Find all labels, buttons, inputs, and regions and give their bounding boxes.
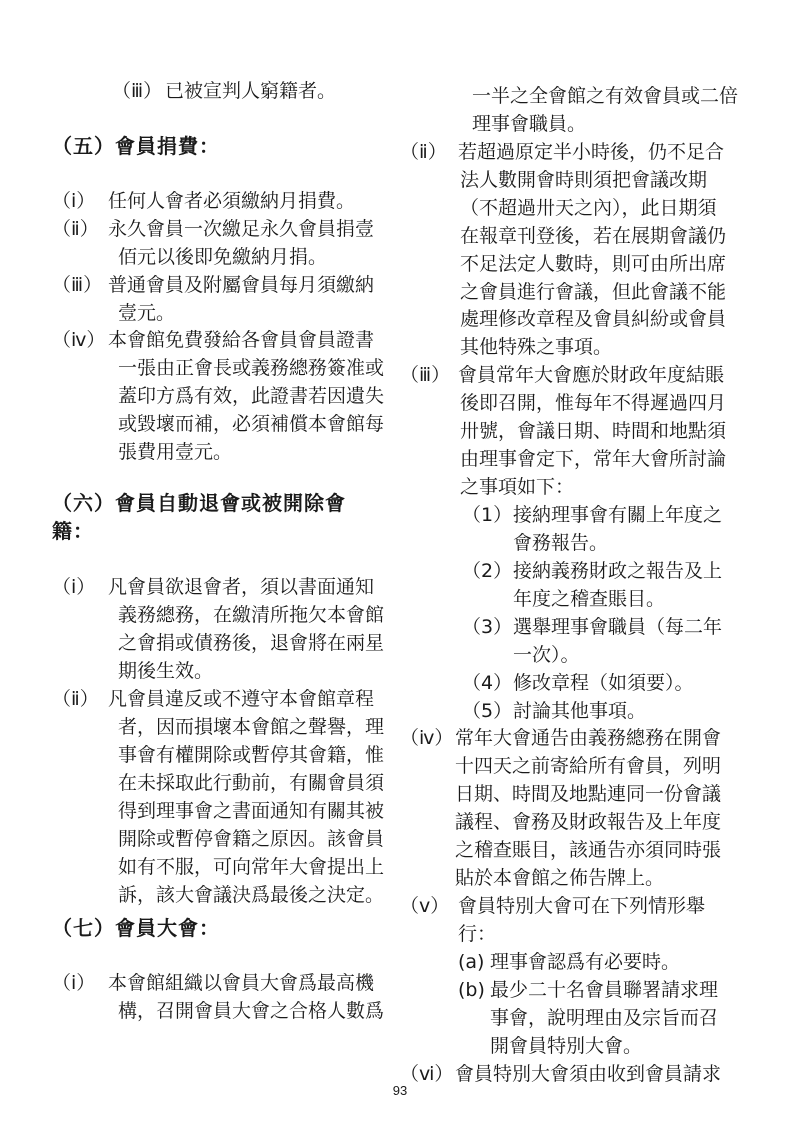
item-marker: (b) bbox=[458, 979, 485, 1001]
text-line: （不超過卅天之內），此日期須 bbox=[460, 197, 717, 219]
text-line: 已被宣判人窮籍者。 bbox=[165, 80, 337, 102]
text-line: 在未採取此行動前，有關會員須 bbox=[118, 772, 385, 794]
text-line: 普通會員及附屬會員每月須繳納 bbox=[108, 274, 375, 296]
item-marker: （ⅱ） bbox=[400, 141, 447, 163]
text-line: 開會員特別大會。 bbox=[490, 1035, 643, 1057]
text-line: 最少二十名會員聯署請求理 bbox=[490, 979, 719, 1001]
item-marker: （ⅳ） bbox=[400, 727, 454, 749]
text-line: 者，因而損壞本會館之聲譽，理 bbox=[118, 716, 385, 738]
text-line: 會員特別大會可在下列情形舉 bbox=[458, 895, 706, 917]
item-marker: （ⅰ） bbox=[52, 576, 96, 598]
text-line: 其他特殊之事項。 bbox=[460, 336, 613, 358]
text-line: 在報章刊登後，若在展期會議仍 bbox=[460, 225, 727, 247]
text-line: 張費用壹元。 bbox=[118, 441, 233, 463]
section-heading: （五）會員捐費： bbox=[52, 134, 220, 158]
item-marker: （ⅲ） bbox=[52, 274, 103, 296]
text-line: 得到理事會之書面通知有關其被 bbox=[118, 800, 385, 822]
text-line: 永久會員一次繳足永久會員捐壹 bbox=[108, 218, 375, 240]
text-line: 訴，該大會議決爲最後之決定。 bbox=[118, 884, 385, 906]
section-heading: （七）會員大會： bbox=[52, 916, 220, 940]
item-marker: （5） bbox=[462, 700, 513, 722]
text-line: 法人數開會時則須把會議改期 bbox=[460, 169, 708, 191]
text-line: 接納義務財政之報告及上 bbox=[513, 560, 723, 582]
text-line: 議程、會務及財政報告及上年度 bbox=[455, 811, 722, 833]
text-line: 會務報告。 bbox=[513, 532, 609, 554]
text-line: 任何人會者必須繳納月捐費。 bbox=[108, 190, 356, 212]
text-line: 一半之全會館之有效會員或二倍 bbox=[472, 85, 739, 107]
text-line: 之事項如下： bbox=[460, 476, 575, 498]
text-line: 開除或暫停會籍之原因。該會員 bbox=[118, 828, 385, 850]
text-line: 處理修改章程及會員糾紛或會員 bbox=[460, 308, 727, 330]
text-line: 期後生效。 bbox=[118, 660, 214, 682]
text-line: 常年大會通告由義務總務在開會 bbox=[455, 727, 722, 749]
text-line: 年度之稽查賬目。 bbox=[513, 588, 666, 610]
text-line: 之會捐或債務後，退會將在兩星 bbox=[118, 632, 385, 654]
text-line: 不足法定人數時，則可由所出席 bbox=[460, 253, 727, 275]
item-marker: （ⅰ） bbox=[52, 190, 96, 212]
text-line: 理事會職員。 bbox=[472, 113, 587, 135]
text-line: 佰元以後即免繳納月捐。 bbox=[118, 246, 328, 268]
text-line: 本會館組織以會員大會爲最高機 bbox=[108, 972, 375, 994]
section-heading: 籍： bbox=[52, 519, 94, 543]
text-line: 會員常年大會應於財政年度結賬 bbox=[458, 364, 725, 386]
item-marker: （ⅳ） bbox=[52, 329, 106, 351]
text-line: 如有不服，可向常年大會提出上 bbox=[118, 856, 385, 878]
text-line: 本會館免費發給各會員會員證書 bbox=[108, 329, 375, 351]
text-line: 貼於本會館之佈告牌上。 bbox=[455, 867, 665, 889]
text-line: 構，召開會員大會之合格人數爲 bbox=[118, 1000, 385, 1022]
text-line: 蓋印方爲有效，此證書若因遺失 bbox=[118, 385, 385, 407]
text-line: 之稽查賬目，該通告亦須同時張 bbox=[455, 839, 722, 861]
text-line: 接納理事會有關上年度之 bbox=[513, 504, 723, 526]
text-line: 一張由正會長或義務總務簽准或 bbox=[118, 357, 385, 379]
text-line: 之會員進行會議，但此會議不能 bbox=[460, 281, 727, 303]
page-number: 93 bbox=[392, 1083, 408, 1098]
text-line: 討論其他事項。 bbox=[513, 700, 647, 722]
item-marker: （ⅴ） bbox=[400, 895, 450, 917]
text-line: 修改章程（如須要）。 bbox=[513, 672, 694, 694]
text-line: 壹元。 bbox=[118, 302, 176, 324]
item-marker: （ⅱ） bbox=[52, 688, 99, 710]
item-marker: （ⅲ） bbox=[400, 364, 451, 386]
text-line: 理事會認爲有必要時。 bbox=[490, 951, 681, 973]
text-line: 或毀壞而補，必須補償本會館每 bbox=[118, 413, 385, 435]
item-marker: （3） bbox=[462, 616, 513, 638]
text-line: 選舉理事會職員（每二年 bbox=[513, 616, 723, 638]
text-line: 會員特別大會須由收到會員請求 bbox=[455, 1063, 722, 1085]
item-marker: （2） bbox=[462, 560, 513, 582]
text-line: 義務總務，在繳清所拖欠本會館 bbox=[118, 604, 385, 626]
section-heading: （六）會員自動退會或被開除會 bbox=[52, 491, 346, 515]
text-line: 事會有權開除或暫停其會籍，惟 bbox=[118, 744, 385, 766]
item-marker: （ⅰ） bbox=[52, 972, 96, 994]
text-line: 卅號，會議日期、時間和地點須 bbox=[460, 420, 727, 442]
text-line: 一次）。 bbox=[513, 644, 580, 666]
text-line: 日期、時間及地點連同一份會議 bbox=[455, 783, 722, 805]
item-marker: （1） bbox=[462, 504, 513, 526]
text-line: 十四天之前寄給所有會員，列明 bbox=[455, 755, 722, 777]
text-line: 後即召開，惟每年不得遲過四月 bbox=[460, 392, 727, 414]
item-marker: （ⅱ） bbox=[52, 218, 99, 240]
text-line: 若超過原定半小時後，仍不足合 bbox=[458, 141, 725, 163]
text-line: 凡會員欲退會者，須以書面通知 bbox=[108, 576, 375, 598]
item-marker: （ⅲ） bbox=[112, 80, 163, 102]
text-line: 行： bbox=[458, 923, 497, 945]
text-line: 由理事會定下，常年大會所討論 bbox=[460, 448, 727, 470]
item-marker: （ⅵ） bbox=[400, 1063, 454, 1085]
text-line: 事會，說明理由及宗旨而召 bbox=[490, 1007, 719, 1029]
item-marker: （4） bbox=[462, 672, 513, 694]
item-marker: (a) bbox=[458, 951, 485, 973]
text-line: 凡會員違反或不遵守本會館章程 bbox=[108, 688, 375, 710]
